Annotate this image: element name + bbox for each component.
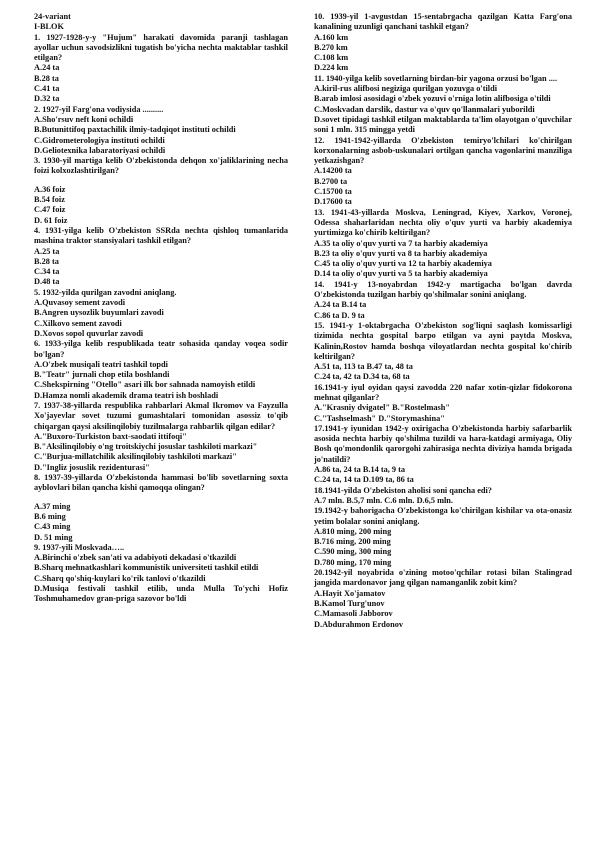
header-line: 24-variant (34, 12, 71, 21)
answer-option: A.36 foiz (34, 184, 66, 194)
answer-option: C.86 ta D. 9 ta (314, 310, 365, 320)
question-text: 2. 1927-yil Farg'ona vodiysida .......... (34, 104, 164, 114)
answer-option: B.54 foiz (34, 195, 65, 205)
answer-option: A.35 ta oliy o'quv yurti va 7 ta harbiy akademiya (314, 238, 488, 248)
answer-option: C.15700 ta (314, 187, 352, 197)
answer-option: C.Xilkovo sement zavodi (34, 318, 122, 328)
question-text: 6. 1933-yilga kelib respublikada teatr sohasida qanday voqea sodir bo'lgan? (34, 339, 288, 359)
answer-option: A.Quvasoy sement zavodi (34, 298, 126, 308)
answer-option: B.Kamol Turg'unov (314, 598, 385, 608)
answer-option: D.224 km (314, 63, 349, 73)
answer-option: A."Krasniy dvigatel" B."Rostelmash" (314, 403, 450, 413)
answer-option: B.Sharq mehnatkashlari kommunistik universiteti tashkil etildi (34, 563, 259, 573)
question-text: 11. 1940-yilga kelib sovetlarning birdan-bir yagona orzusi bo'lgan .... (314, 73, 558, 83)
answer-option: C.41 ta (34, 84, 60, 94)
answer-option: B.716 ming, 200 ming (314, 537, 391, 547)
answer-option: A.24 ta B.14 ta (314, 300, 367, 310)
question-text: 20.1942-yil noyabrida o'zining motoo'qchilar rotasi bilan Stalingrad jangida mardonavor jang qilgan namanganlik zobit kim? (314, 568, 572, 588)
answer-option: C.45 ta oliy o'quv yurti va 12 ta harbiy akademiya (314, 259, 492, 269)
answer-option: B."Aksilinqilobiy o'ng troitskiychi josuslar tashkiloti markazi" (34, 442, 258, 452)
answer-option: B.28 ta (34, 73, 59, 83)
answer-option: A.51 ta, 113 ta B.47 ta, 48 ta (314, 362, 413, 372)
answer-option: D.14 ta oliy o'quv yurti va 5 ta harbiy akademiya (314, 269, 488, 279)
answer-option: A.86 ta, 24 ta B.14 ta, 9 ta (314, 465, 406, 475)
answer-option: C.Shekspirning "Otello" asari ilk bor sahnada namoyish etildi (34, 380, 256, 390)
answer-option: C."Tashselmash" D."Storymashina" (314, 413, 445, 423)
answer-option: D.sovet tipidagi tashkil etilgan maktablarda ta'lim olayotgan o'quvchilar soni 1 mln. 315 mingga yetdi (314, 114, 572, 135)
question-text: 8. 1937-39-yillarda O'zbekistonda hammasi bo'lib sovetlarning soxta ayblovlari bilan qancha kishi qamoqqa olingan? (34, 473, 288, 493)
answer-option: A.Hayit Xo'jamatov (314, 588, 386, 598)
answer-option: A.810 ming, 200 ming (314, 526, 392, 536)
question-text: 1. 1927-1928-y-y "Hujum" harakati davomida paranji tashlagan ayollar uchun savodsizlikni tugatish bo'yicha nechta maktablar tashkil etilgan? (34, 32, 288, 63)
answer-option: B."Teatr" jurnali chop etila boshlandi (34, 370, 170, 380)
answer-option: D. 51 ming (34, 532, 73, 542)
answer-option: A.24 ta (34, 63, 60, 73)
answer-option: A.37 ming (34, 501, 71, 511)
answer-option: C.Moskvadan darslik, dastur va o'quv qo'llanmalari yuborildi (314, 104, 535, 114)
question-text: 7. 1937-38-yillarda respublika rahbarlari Akmal Ikromov va Fayzulla Xo'jayevlar sovet tuzumi gumashtalari tomonidan asossiz to'qib chiqargan qaysi aksilinqilobiy tuzilmalarga rahbarlik qilgan edilar? (34, 400, 288, 431)
question-text: 5. 1932-yilda qurilgan zavodni aniqlang. (34, 287, 177, 297)
answer-option: A.7 mln. B.5,7 mln. C.6 mln. D.6,5 mln. (314, 495, 453, 505)
question-text: 3. 1930-yil martiga kelib O'zbekistonda dehqon xo'jaliklarining necha foizi kolxozlashtirilgan? (34, 156, 288, 176)
answer-option: D.Abdurahmon Erdonov (314, 619, 403, 629)
answer-option: C.47 foiz (34, 205, 66, 215)
question-text: 16.1941-y iyul oyidan qaysi zavodda 220 nafar xotin-qizlar fidokorona mehnat qilganlar? (314, 382, 572, 402)
answer-option: A.Birinchi o'zbek san'ati va adabiyoti dekadasi o'tkazildi (34, 553, 237, 563)
answer-option: B.arab imlosi asosidagi o'zbek yozuvi o'rniga lotin alifbosiga o'tildi (314, 94, 551, 104)
answer-option: D.780 ming, 170 ming (314, 557, 392, 567)
answer-option: C.Gidrometerologiya instituti ochildi (34, 135, 165, 145)
answer-option: B.Angren uysozlik buyumlari zavodi (34, 308, 164, 318)
answer-option: B.28 ta (34, 256, 59, 266)
answer-option: D.Geliotexnika labaratoriyasi ochildi (34, 145, 166, 155)
answer-option: C.108 km (314, 53, 349, 63)
answer-option: A.25 ta (34, 246, 60, 256)
question-text: 4. 1931-yilga kelib O'zbekiston SSRda nechta qishloq tumanlarida mashina traktor stansiyalari tashkil etilgan? (34, 225, 288, 246)
answer-option: B.23 ta oliy o'quv yurti va 8 ta harbiy akademiya (314, 248, 488, 258)
answer-option: D.Musiqa festivali tashkil etilib, unda Mulla To'ychi Hofiz Toshmuhamedov gran-priga sazovor bo'ldi (34, 584, 288, 604)
left-column (34, 12, 288, 605)
answer-option: D."Ingliz josuslik rezidenturasi" (34, 462, 150, 472)
question-text: 15. 1941-y 1-oktabrgacha O'zbekiston sog'liqni saqlash komissarligi tizimida nechta gospital barpo etilgan va ayni paytda Moskva, Kalinin,Rostov hamda boshqa viloyatlardan nechta gospital ko'chirib keltirilgan? (314, 320, 572, 361)
answer-option: D.32 ta (34, 94, 60, 104)
answer-option: C."Burjua-millatchilik aksilinqilobiy tashkiloti markazi" (34, 452, 237, 462)
answer-option: B.2700 ta (314, 176, 348, 186)
answer-option: D. 61 foiz (34, 215, 68, 225)
answer-option: C.43 ming (34, 522, 71, 532)
answer-option: B.6 ming (34, 511, 66, 521)
right-column (314, 12, 572, 630)
answer-option: C.590 ming, 300 ming (314, 547, 392, 557)
answer-option: B.Butunittifoq paxtachilik ilmiy-tadqiqot instituti ochildi (34, 125, 236, 135)
question-text: 10. 1939-yil 1-avgustdan 15-sentabrgacha qazilgan Katta Farg'ona kanalining uzunligi qanchani tashkil etgan? (314, 12, 572, 32)
header-line: I-BLOK (34, 22, 64, 32)
answer-option: D.Xovos sopol quvurlar zavodi (34, 328, 144, 338)
answer-option: A."Buxoro-Turkiston baxt-saodati ittifoqi" (34, 431, 187, 441)
question-text: 12. 1941-1942-yillarda O'zbekiston temiryo'lchilari ko'chirilgan korxonalarning asbob-uskunalari ortilgan qancha vagonlarini manziliga yetkazishgan? (314, 135, 572, 166)
question-text: 19.1942-y bahorigacha O'zbekistonga ko'chirilgan kishilar va ota-onasiz yetim bolalar sonini aniqlang. (314, 506, 572, 526)
question-text: 17.1941-y iyunidan 1942-y oxirigacha O'zbekistonda harbiy safarbarlik asosida nechta harbiy qo'shilma tuzildi va hara-katdagi armiyaga, Oliy Bosh qo'mondonlik qarorgohi zahirasiga nechta diviziya hamda brigada jo'natildi? (314, 423, 572, 464)
answer-option: D.17600 ta (314, 197, 352, 207)
question-text: 14. 1941-y 13-noyabrdan 1942-y martigacha bo'lgan davrda O'zbekistonda tuzilgan harbiy qo'shilmalar sonini aniqlang. (314, 279, 572, 300)
answer-option: A.160 km (314, 32, 349, 42)
answer-option: A.kiril-rus alifbosi negiziga qurilgan yozuvga o'tildi (314, 84, 498, 94)
answer-option: C.Sharq qo'shiq-kuylari ko'rik tanlovi o'tkazildi (34, 573, 206, 583)
answer-option: A.O'zbek musiqali teatri tashkil topdi (34, 359, 168, 369)
answer-option: A.14200 ta (314, 166, 352, 176)
question-text: 13. 1941-43-yillarda Moskva, Leningrad, Kiyev, Xarkov, Voronej, Odessa shaharlaridan nechta oliy o'quv yurti va harbiy akademiya yurtimizga ko'chirib keltirilgan? (314, 207, 572, 238)
answer-option: D.48 ta (34, 277, 60, 287)
question-text: 9. 1937-yili Moskvada….. (34, 542, 125, 552)
answer-option: B.270 km (314, 42, 348, 52)
answer-option: A.Sho'rsuv neft koni ochildi (34, 114, 134, 124)
answer-option: C.24 ta, 14 ta D.109 ta, 86 ta (314, 475, 414, 485)
answer-option: C.24 ta, 42 ta D.34 ta, 68 ta (314, 372, 410, 382)
answer-option: D.Hamza nomli akademik drama teatri ish boshladi (34, 390, 219, 400)
answer-option: C.Mamasoli Jabborov (314, 609, 393, 619)
question-text: 18.1941-yilda O'zbekiston aholisi soni qancha edi? (314, 485, 492, 495)
answer-option: C.34 ta (34, 267, 60, 277)
